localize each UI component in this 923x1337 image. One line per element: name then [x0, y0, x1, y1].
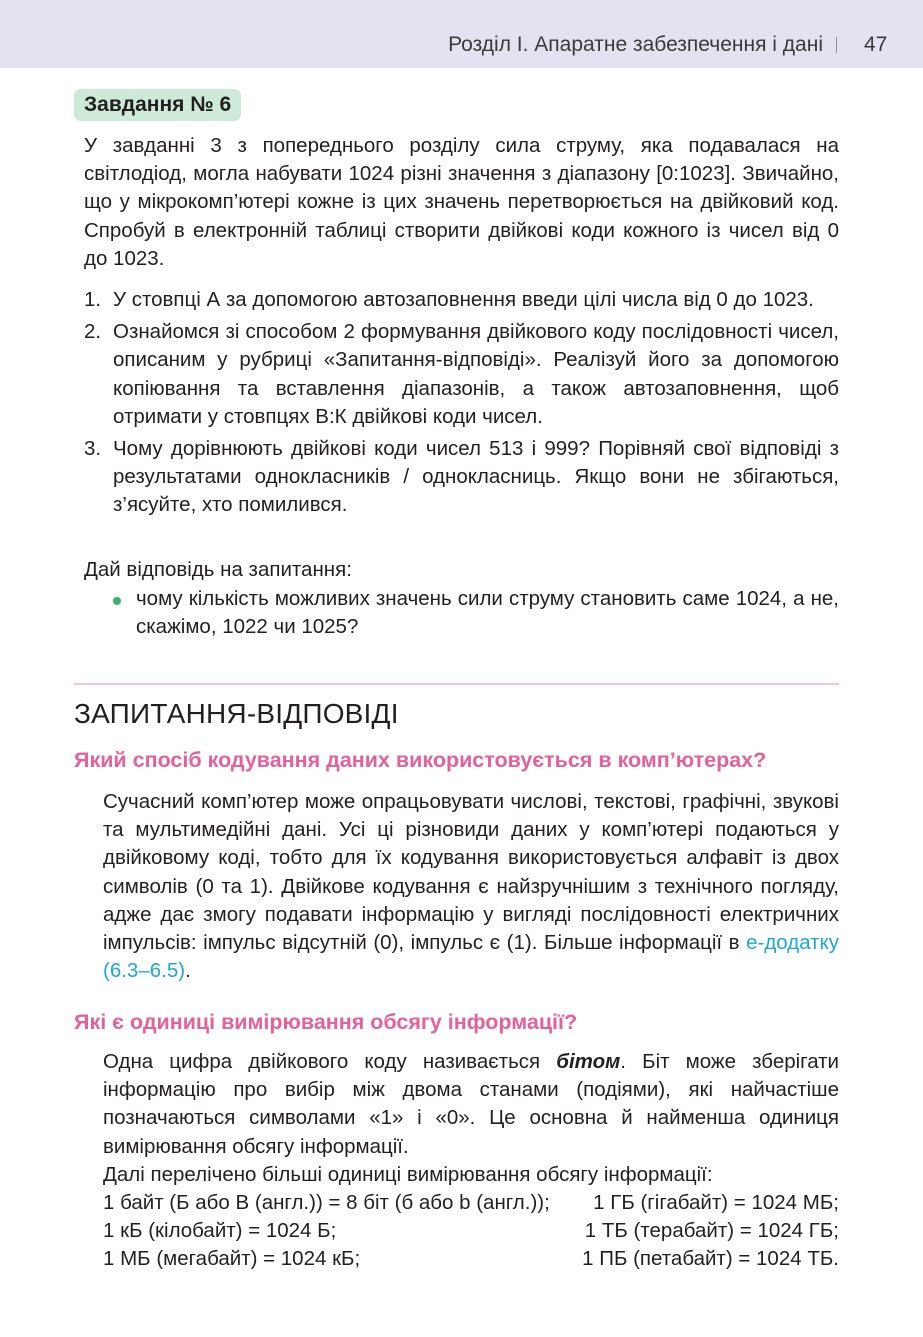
answer-end: . — [185, 959, 191, 983]
unit-right: 1 ТБ (терабайт) = 1024 ГБ; — [584, 1219, 839, 1242]
unit-left: 1 МБ (мегабайт) = 1024 кБ; — [103, 1247, 361, 1270]
question-heading: Які є одиниці вимірювання обсягу інформації? — [74, 1010, 578, 1034]
unit-left: 1 кБ (кілобайт) = 1024 Б; — [103, 1219, 337, 1242]
unit-left: 1 байт (Б або B (англ.)) = 8 біт (б або b (англ.)); — [103, 1191, 550, 1214]
answer-lead: Дай відповідь на запитання: — [84, 558, 352, 581]
task-intro: У завданні 3 з попереднього розділу сила струму, яка подавалася на світлодіод, могла набувати 1024 різні значення з діапазону [0:1023]. Звичайно, що у мікрокомп’ютері кожне із цих значень перетворюється на двійковий код. Спробуй в електронній таблиці створити двійкові коди кожного із чисел від 0 до 1023. — [84, 134, 839, 270]
list-item — [84, 435, 839, 520]
bullet-icon — [113, 597, 121, 605]
answer-text: Сучасний комп’ютер може опрацьовувати числові, текстові, графічні, звукові та мультимедійні дані. Усі ці різновиди даних у комп’ютері подаються у двійковому коді, тобто для їх кодування використовується алфавіт із двох символів (0 та 1). Двійкове кодування є найзручнішим з технічного погляду, адже дає змогу подавати інформацію у вигляді послідовності електричних імпульсів: імпульс відсутній (0), імпульс є (1). Більше інформації в — [103, 790, 839, 955]
step-number: 1. — [84, 288, 102, 311]
list-item — [84, 286, 839, 314]
answer-paragraph — [103, 788, 839, 985]
answer-paragraph — [103, 1048, 839, 1161]
step-number: 3. — [84, 437, 102, 461]
question-heading: Який спосіб кодування даних використовується в комп’ютерах? — [74, 748, 767, 772]
unit-right: 1 ГБ (гігабайт) = 1024 МБ; — [593, 1191, 839, 1214]
answer-text: Одна цифра двійкового коду називається — [103, 1050, 557, 1073]
step-text: Ознайомся зі способом 2 формування двійкового коду послідовності чисел, описаним у рубриці «Запитання-відповіді». Реалізуй його за допомогою копіювання та вставлення діапазонів, а також автозаповнення, щоб отримати у стовпцях В:К двійкові коди чисел. — [113, 320, 839, 428]
step-text: У стовпці А за допомогою автозаповнення введи цілі числа від 0 до 1023. — [113, 288, 814, 311]
qa-section-title: ЗАПИТАННЯ-ВІДПОВІДІ — [74, 698, 399, 729]
section-title: Розділ І. Апаратне забезпечення і дані — [448, 33, 823, 56]
appendix-link[interactable]: е-додатку (6.3–6.5) — [103, 931, 839, 983]
answer-text: . Біт може зберігати інформацію про вибір між двома станами (подіями), які найчастіше позначаються символами «1» і «0». Це основна й найменша одиниця вимірювання обсягу інформації. — [103, 1050, 839, 1158]
step-text: Чому дорівнюють двійкові коди чисел 513 і 999? Порівняй свої відповіді з результатами однокласників / однокласниць. Якщо вони не збігаються, з’ясуйте, хто помилився. — [113, 437, 839, 517]
step-number: 2. — [84, 320, 102, 344]
page-number: 47 — [864, 33, 888, 56]
unit-right: 1 ПБ (петабайт) = 1024 ТБ. — [582, 1247, 839, 1270]
header-divider — [836, 37, 837, 53]
units-lead: Далі перелічено більші одиниці вимірювання обсягу інформації: — [103, 1163, 713, 1186]
page-header — [0, 0, 923, 68]
task-steps — [84, 286, 839, 524]
term-bit: бітом — [556, 1050, 621, 1073]
section-divider — [74, 683, 839, 685]
task-badge: Завдання № 6 — [74, 89, 241, 121]
bullet-question: чому кількість можливих значень сили струму становить саме 1024, а не, скажімо, 1022 чи 1025? — [136, 587, 839, 639]
list-item — [84, 318, 839, 431]
